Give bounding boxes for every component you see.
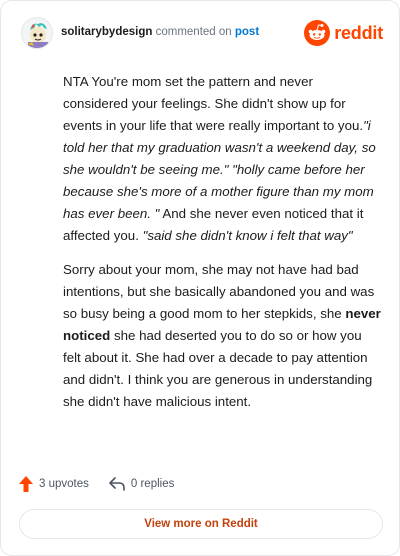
comment-body: [63, 71, 381, 413]
upvote-button[interactable]: [19, 476, 89, 492]
reddit-logo-icon: [304, 20, 330, 46]
comment-paragraph-2: [63, 259, 381, 413]
comment-quote: "said she didn't know i felt that way": [142, 228, 353, 243]
reddit-brand[interactable]: [304, 19, 383, 47]
comment-footer: [19, 473, 174, 495]
post-link[interactable]: post: [234, 26, 260, 38]
replies-button[interactable]: [109, 477, 174, 491]
comment-text: Sorry about your mom, she may not have had bad intentions, but she basically abandoned you and was so busy being a good mom to her stepkids, she: [63, 262, 375, 321]
reddit-wordmark: reddit: [334, 22, 383, 43]
reply-arrow-icon: [109, 477, 125, 491]
username-link[interactable]: solitarybydesign: [61, 26, 153, 38]
comment-header: [21, 17, 383, 51]
comment-text: she had deserted you to do so or how you felt about it. She had over a decade to pay attention and didn't. I think you are generous in understanding she didn't have malicious intent.: [63, 328, 373, 409]
comment-text: And she never even noticed that it affected you.: [63, 206, 364, 243]
comment-meta: [61, 26, 259, 38]
upvote-arrow-icon: [19, 476, 33, 492]
comment-text: NTA You're mom set the pattern and never considered your feelings. She didn't show up for events in your life that were really important to you.: [63, 74, 364, 133]
comment-paragraph-1: [63, 71, 381, 247]
view-more-button[interactable]: View more on Reddit: [19, 509, 383, 539]
commented-on-text: commented on: [155, 26, 232, 38]
avatar[interactable]: [21, 17, 53, 49]
reply-count: 0 replies: [130, 478, 175, 490]
upvote-count: 3 upvotes: [39, 478, 89, 490]
comment-bold-text: never noticed: [63, 306, 381, 343]
comment-quote: "i told her that my graduation wasn't a weekend day, so she wouldn't be seeing me." "holly came before her because she's more of a mother figure than my mom has ever been. ": [63, 118, 376, 221]
